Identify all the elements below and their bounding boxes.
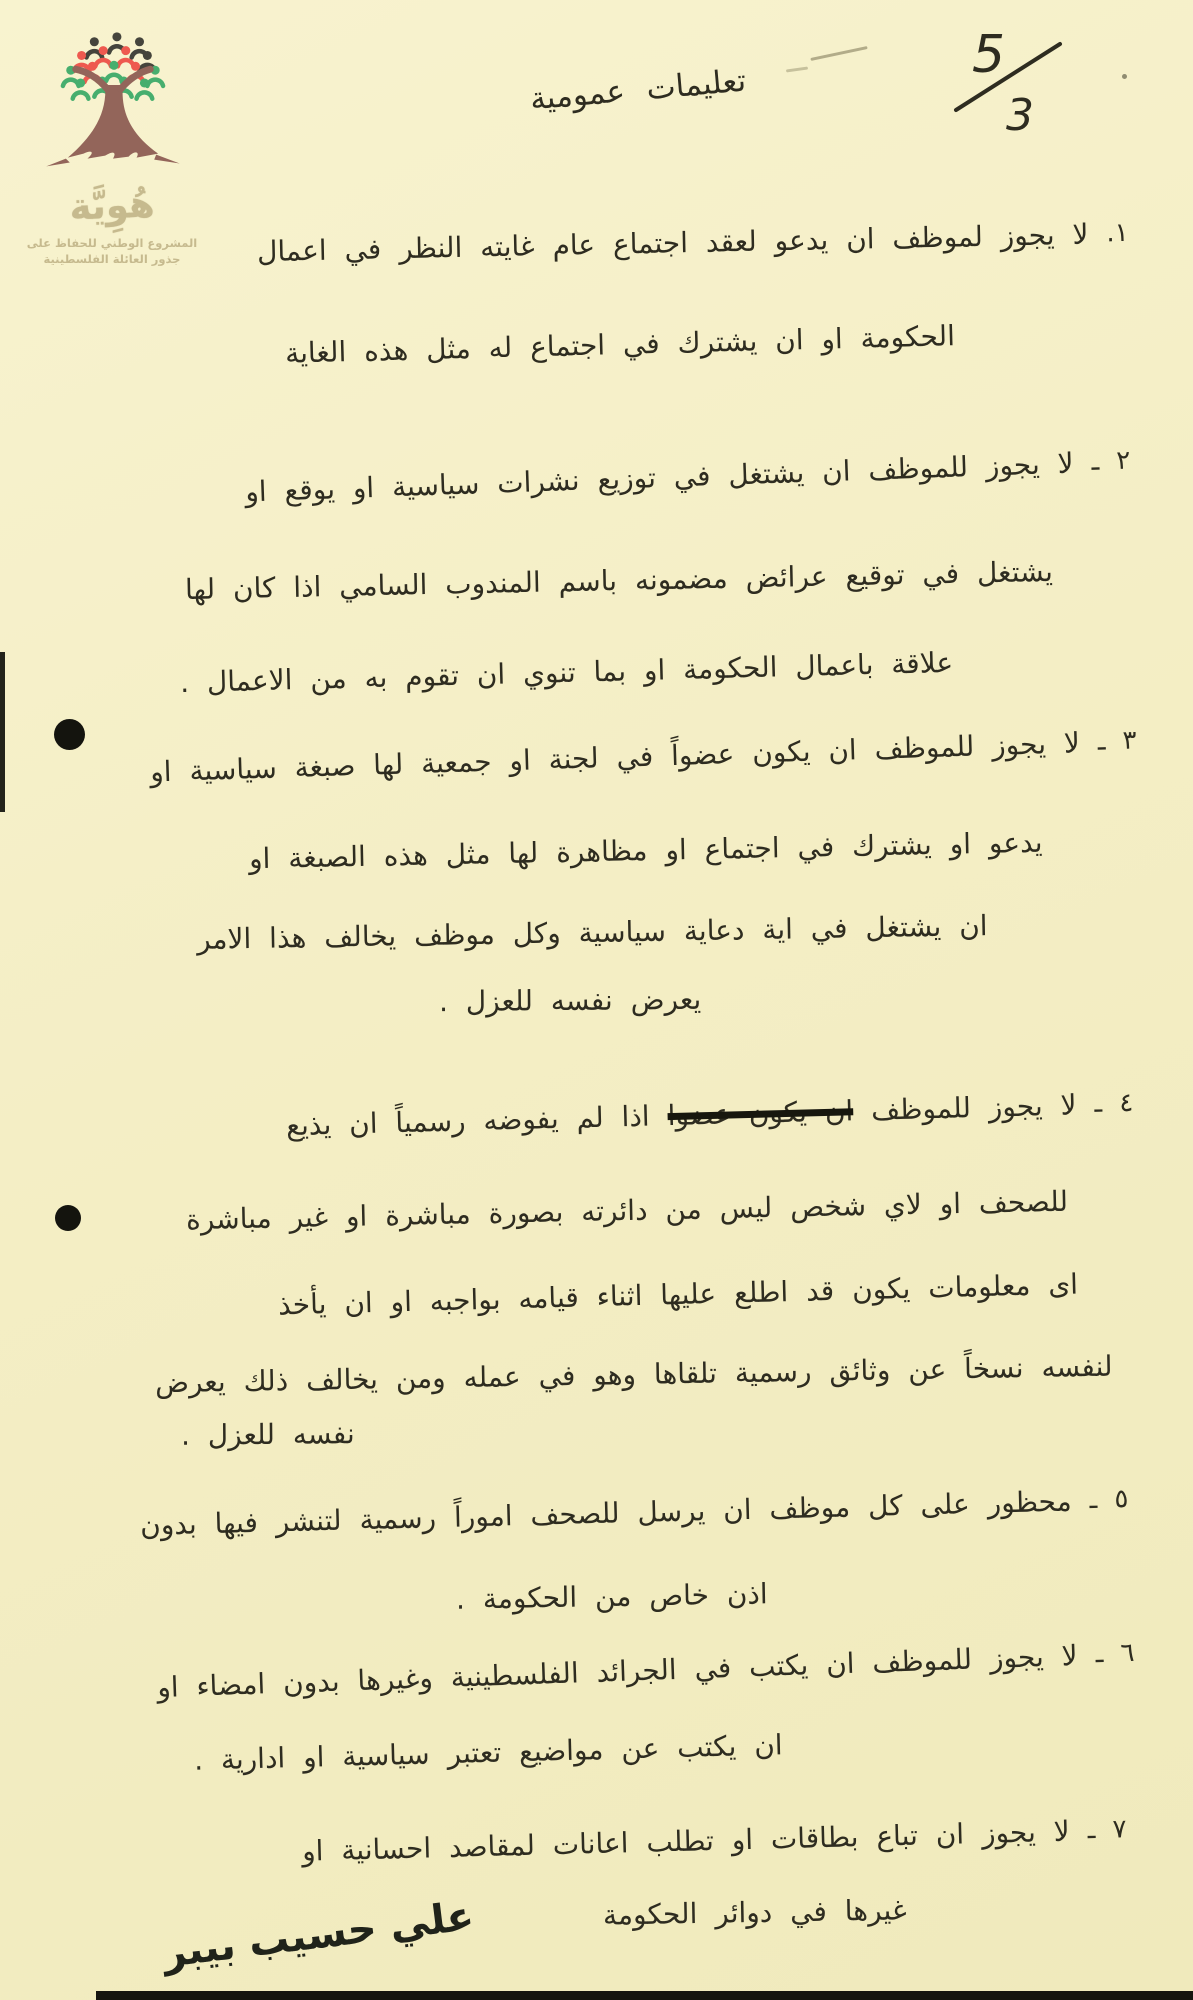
item3-number: ٣ ـ (1097, 725, 1138, 757)
item1-number: ١. (1106, 217, 1130, 249)
pencil-mark (810, 46, 867, 61)
signature: علي حسيب بيبر (160, 1893, 477, 1977)
logo-subtitle-line1: المشروع الوطني للحفاظ على (26, 236, 198, 250)
item4-number: ٤ ـ (1093, 1087, 1134, 1119)
ink-blob (55, 1205, 81, 1231)
item7-text: لا يجوز ان تباع بطاقات او تطلب اعانات لمقاصد احسانية او (302, 1814, 1071, 1868)
item6-number: ٦ ـ (1095, 1637, 1136, 1670)
item7-text: غيرها في دوائر الحكومة (603, 1893, 908, 1932)
item6-line2 (194, 1730, 783, 1776)
item7-number: ٧ ـ (1087, 1814, 1128, 1846)
item2-number: ٢ ـ (1091, 445, 1132, 477)
page-number-numerator: 5 (972, 25, 1006, 85)
item4-text: لنفسه نسخاً عن وثائق رسمية تلقاها وهو في عمله ومن يخالف ذلك يعرض (155, 1349, 1114, 1400)
item3-line3 (197, 911, 988, 956)
item1-line1 (257, 219, 1129, 268)
item3-line4 (438, 982, 702, 1019)
scan-edge-bottom (96, 1991, 1193, 2000)
item2-text: لا يجوز للموظف ان يشتغل في توزيع نشرات سياسية او يوقع او (245, 446, 1075, 509)
item4-text: لا يجوز للموظف (870, 1088, 1077, 1127)
item7-line2 (603, 1895, 907, 1931)
item3-line1 (150, 727, 1137, 789)
item3-text: ان يشتغل في اية دعاية سياسية وكل موظف يخالف هذا الامر (197, 909, 989, 956)
item5-line1 (140, 1485, 1129, 1542)
item2-line1 (245, 447, 1131, 509)
item5-number: ٥ ـ (1089, 1484, 1130, 1516)
item5-text: محظور على كل موظف ان يرسل للصحف اموراً رسمية لتنشر فيها بدون (140, 1484, 1073, 1542)
item4-line1 (285, 1089, 1133, 1142)
item5-text: اذن خاص من الحكومة . (456, 1577, 769, 1616)
item4-text: اذا لم يفوضه رسمياً ان يذيع (285, 1099, 650, 1143)
item5-line2 (456, 1579, 768, 1615)
page-number (948, 20, 1078, 138)
logo-wordmark: هُوِيَّة (68, 182, 156, 229)
item4-text: نفسه للعزل . (181, 1417, 356, 1452)
item2-text: يشتغل في توقيع عرائض مضمونه باسم المندوب السامي اذا كان لها (184, 554, 1054, 607)
item1-text: لا يجوز لموظف ان يدعو لعقد اجتماع عام غايته النظر في اعمال (256, 217, 1090, 269)
item3-line2 (249, 825, 1044, 876)
logo-subtitle (26, 235, 198, 267)
item6-text: ان يكتب عن مواضيع تعتبر سياسية او ادارية . (193, 1728, 784, 1777)
item6-line1 (157, 1639, 1135, 1704)
item4-struck-text: ان يكون عضوا (666, 1094, 854, 1133)
item4-text: للصحف او لاي شخص ليس من دائرته بصورة مباشرة او غير مباشرة (185, 1184, 1069, 1237)
huwiyya-logo (26, 28, 198, 267)
item1-text: الحكومة او ان يشترك في اجتماع له مثل هذه الغاية (284, 319, 956, 370)
item7-line1 (302, 1815, 1127, 1867)
ink-blob (54, 719, 85, 750)
item3-text: يعرض نفسه للعزل . (438, 982, 702, 1019)
item1-line2 (285, 321, 956, 369)
family-tree-icon (37, 28, 187, 190)
scan-edge-left (0, 652, 5, 812)
item6-text: لا يجوز للموظف ان يكتب في الجرائد الفلسطينية وغيرها بدون امضاء او (156, 1638, 1079, 1705)
page-number-denominator: 3 (1006, 90, 1034, 138)
item3-text: لا يجوز للموظف ان يكون عضواً في لجنة او جمعية لها صبغة سياسية او (149, 726, 1081, 789)
item2-line3 (179, 645, 954, 700)
item4-line4 (155, 1349, 1114, 1400)
item2-line2 (184, 554, 1054, 607)
item3-text: يدعو او يشترك في اجتماع او مظاهرة لها مثل هذه الصبغة او (249, 825, 1044, 876)
logo-subtitle-line2: جذور العائلة الفلسطينية (43, 252, 181, 267)
item4-text: اى معلومات يكون قد اطلع عليها اثناء قيامه بواجبه او ان يأخذ (277, 1267, 1079, 1322)
ink-speck (1122, 74, 1127, 79)
item4-line3 (277, 1267, 1079, 1322)
item4-line2 (185, 1184, 1069, 1237)
item2-text: علاقة باعمال الحكومة او بما تنوي ان تقوم به من الاعمال . (179, 645, 954, 700)
page-title: تعليمات عمومية (528, 62, 748, 118)
item4-line5 (181, 1419, 355, 1451)
